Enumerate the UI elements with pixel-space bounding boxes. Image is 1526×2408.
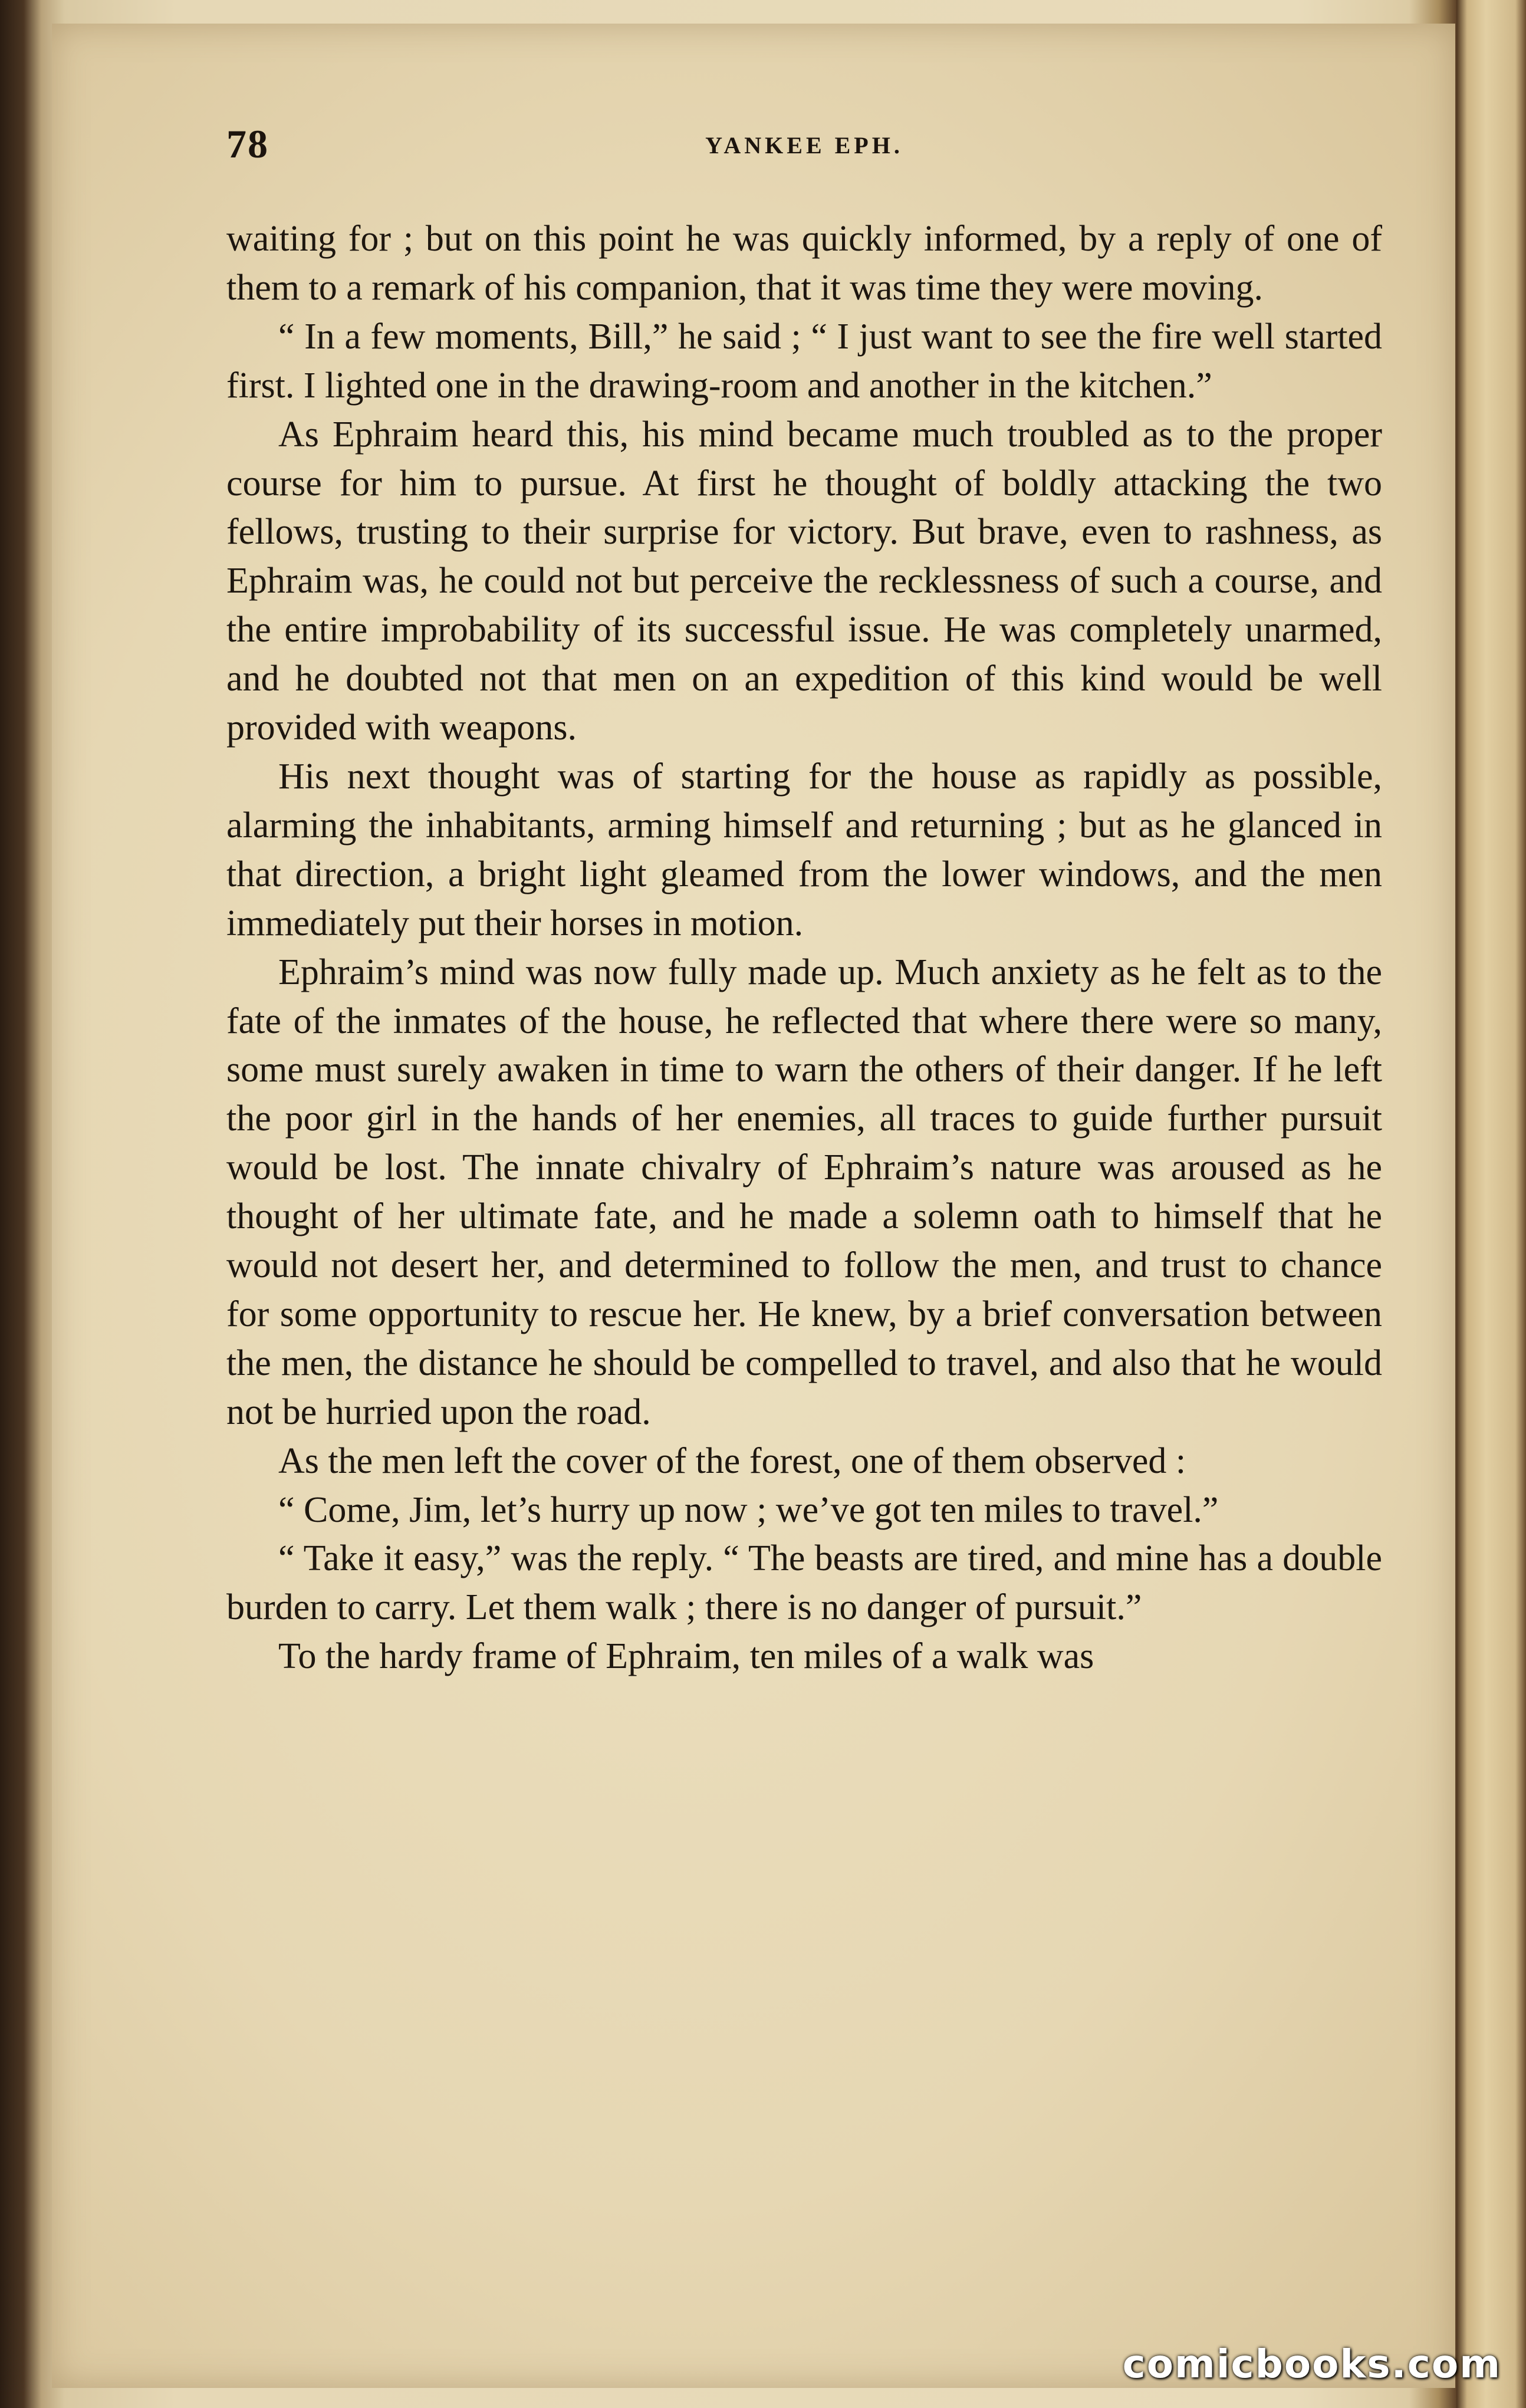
paragraph: As the men left the cover of the forest, one of them observed : — [278, 1440, 1186, 1481]
paragraph: “ Take it easy,” was the reply. “ The beasts are tired, and mine has a double burden to carry. Let them walk ; there is no danger of pursuit.” — [226, 1538, 1382, 1628]
paragraph: Ephraim’s mind was now fully made up. Much anxiety as he felt as to the fate of the inmates of the house, he reflected that where there were so many, some must surely awaken in time to warn the others of their danger. If he left the poor girl in the hands of her enemies, all traces to guide further pursuit would be lost. The innate chivalry of Ephraim’s nature was aroused as he thought of her ultimate fate, and he made a solemn oath to himself that he would not desert her, and determined to follow the men, and trust to chance for some opportunity to rescue her. He knew, by a brief conversation between the men, the distance he should be compelled to travel, and also that he would not be hurried upon the road. — [226, 952, 1382, 1432]
page-number: 78 — [226, 121, 269, 166]
watermark: comicbooks.com — [1122, 2341, 1501, 2387]
running-title: YANKEE EPH. — [705, 132, 903, 159]
paragraph: His next thought was of starting for the house as rapidly as possible, alarming the inhabitants, arming himself and returning ; but as he glanced in that direction, a bright light gleamed from the lower windows, and the men immediately put their horses in motion. — [226, 756, 1382, 943]
paragraph: waiting for ; but on this point he was quickly informed, by a reply of one of them to a remark of his companion, that it was time they were moving. — [226, 219, 1382, 308]
paragraph: “ In a few moments, Bill,” he said ; “ I just want to see the fire well started first. I lighted one in the drawing-room and another in the kitchen.” — [226, 316, 1382, 406]
facing-page-edge — [1456, 0, 1526, 2408]
paragraph: As Ephraim heard this, his mind became much troubled as to the proper course for him to pursue. At first he thought of boldly attacking the two fellows, trusting to their surprise for victory. But brave, even to rashness, as Ephraim was, he could not but perceive the recklessness of such a course, and the entire improbability of its successful issue. He was completely unarmed, and he doubted not that men on an expedition of this kind would be well provided with weapons. — [226, 414, 1382, 748]
body-text — [226, 215, 1382, 1681]
paragraph: To the hardy frame of Ephraim, ten miles of a walk was — [278, 1636, 1094, 1677]
page-header — [226, 121, 1382, 174]
paragraph: “ Come, Jim, let’s hurry up now ; we’ve got ten miles to travel.” — [278, 1489, 1219, 1530]
